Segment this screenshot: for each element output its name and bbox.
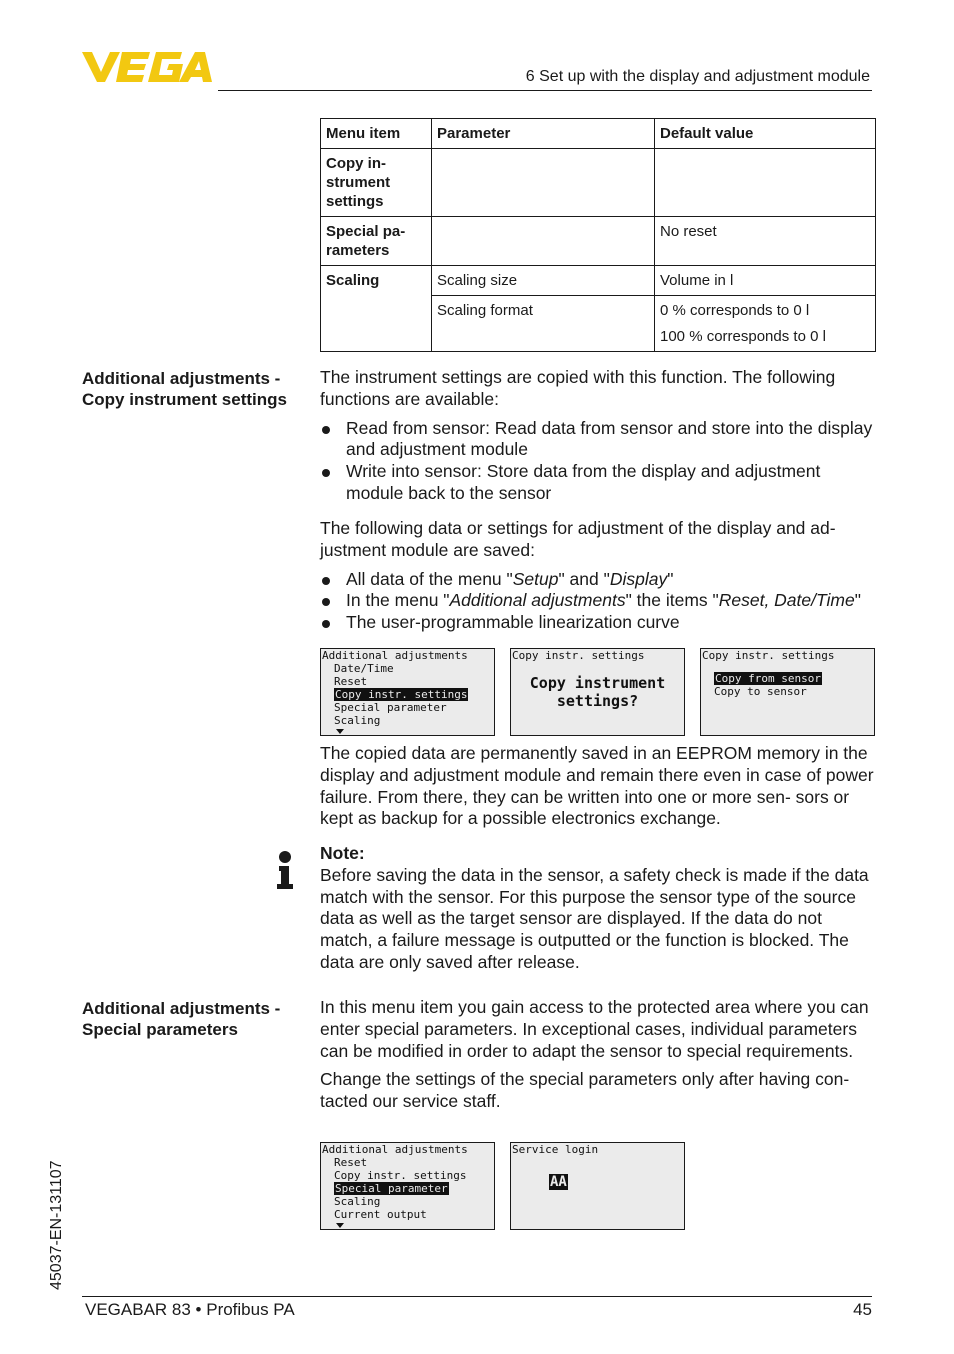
table-cell-default [655, 149, 876, 217]
scroll-down-icon [336, 1223, 344, 1228]
table-header-menu-item: Menu item [321, 119, 432, 149]
table-cell-default: Volume in l [655, 266, 876, 296]
document-code: 45037-EN-131107 [48, 1160, 65, 1290]
table-cell-parameter [432, 149, 655, 217]
note-heading: Note: [320, 843, 365, 863]
section-heading-line: Copy instrument settings [82, 390, 287, 409]
lcd-menu-item: Reset [334, 1156, 368, 1169]
lcd-menu-item: Scaling [334, 1195, 381, 1208]
lcd-menu-item: Special parameter [334, 701, 447, 714]
lcd-title: Additional adjustments [322, 1143, 468, 1156]
note-block [320, 843, 876, 974]
page-number: 45 [853, 1300, 872, 1319]
lcd-menu-item: Reset [334, 675, 368, 688]
list-item: Read from sensor: Read data from sensor and store into the display and adjustment module [320, 418, 876, 462]
table-header-default-value: Default value [655, 119, 876, 149]
table-row [321, 149, 876, 217]
copy-settings-intro [320, 367, 876, 505]
section-heading-line: Additional adjustments - [82, 999, 281, 1018]
table-cell-default: No reset [655, 217, 876, 266]
header-rule [218, 90, 872, 91]
eeprom-paragraph: The copied data are permanently saved in an EEPROM memory in the display and adjustment module and remain there even in case of power failure. From there, they can be written into one or more sen- sors or kept as backup for a possible electronics exchange. [320, 743, 874, 829]
list-item: Write into sensor: Store data from the display and adjustment module back to the sensor [320, 461, 876, 505]
section-heading-copy-settings [82, 368, 312, 410]
scroll-down-icon [336, 729, 344, 734]
footer-rule [82, 1296, 872, 1297]
table-row [321, 217, 876, 266]
lcd-copy-direction [700, 648, 875, 736]
table-row [321, 266, 876, 296]
intro-paragraph: The instrument settings are copied with this function. The following functions are available: [320, 367, 836, 409]
list-item: The user-programmable linearization curve [320, 612, 876, 634]
table-cell-menu: Copy in- strument settings [321, 149, 432, 217]
lcd-title: Service login [512, 1143, 599, 1156]
list-item: In the menu "Additional adjustments" the items "Reset, Date/Time" [320, 590, 876, 612]
saved-data-block [320, 518, 876, 634]
table-cell-parameter: Scaling format [432, 296, 655, 352]
lcd-service-login [510, 1142, 685, 1230]
saved-intro-paragraph: The following data or settings for adjustment of the display and ad- justment module are saved: [320, 518, 836, 560]
section-heading-special-parameters [82, 998, 312, 1040]
section-heading-line: Special parameters [82, 1020, 238, 1039]
lcd-menu-item-selected: Special parameter [335, 1182, 448, 1195]
lcd-menu-item: Scaling [334, 714, 381, 727]
lcd-confirm-text: Copy instrument settings? [529, 674, 666, 710]
info-icon [276, 850, 294, 890]
table-cell-parameter: Scaling size [432, 266, 655, 296]
chapter-title: 6 Set up with the display and adjustment module [525, 68, 870, 85]
default-line: 100 % corresponds to 0 l [660, 328, 826, 345]
lcd-additional-adjustments [320, 648, 495, 736]
lcd-menu-item-selected: Copy instr. settings [335, 688, 468, 701]
lcd-additional-adjustments-special [320, 1142, 495, 1230]
table-cell-menu: Special pa- rameters [321, 217, 432, 266]
paragraph: Change the settings of the special parameters only after having con- tacted our service staff. [320, 1069, 850, 1112]
lcd-option-selected: Copy from sensor [715, 672, 821, 685]
table-cell-menu: Scaling [321, 266, 432, 352]
table-header-parameter: Parameter [432, 119, 655, 149]
login-code-field: AA [550, 1174, 567, 1190]
lcd-option: Copy to sensor [714, 685, 807, 698]
saved-data-list [320, 569, 876, 634]
vega-logo [82, 50, 212, 84]
table-header-row [321, 119, 876, 149]
lcd-title: Copy instr. settings [512, 649, 645, 662]
table-cell-default [655, 296, 876, 352]
footer-product: VEGABAR 83 • Profibus PA [85, 1300, 295, 1319]
default-line: 0 % corresponds to 0 l [660, 302, 810, 319]
list-item: All data of the menu "Setup" and "Display" [320, 569, 876, 591]
section-heading-line: Additional adjustments - [82, 369, 281, 388]
table-cell-parameter [432, 217, 655, 266]
parameter-table [320, 118, 876, 352]
lcd-menu-item: Current output [334, 1208, 427, 1221]
paragraph: In this menu item you gain access to the protected area where you can enter special parameters. In exceptional cases, individual parameters can be modified in order to adapt the sensor to special requirements. [320, 997, 869, 1061]
lcd-menu-item: Copy instr. settings [334, 1169, 467, 1182]
function-list [320, 418, 876, 505]
special-parameters-text [320, 997, 876, 1113]
lcd-title: Additional adjustments [322, 649, 468, 662]
lcd-copy-confirm [510, 648, 685, 736]
note-text: Before saving the data in the sensor, a safety check is made if the data match with the sensor. For this purpose the sensor type of the source data as well as the target sensor are displayed. If the data do not match, a failure message is outputted or the function is blocked. The data are only saved after release. [320, 864, 869, 972]
lcd-menu-item: Date/Time [334, 662, 394, 675]
lcd-title: Copy instr. settings [702, 649, 835, 662]
